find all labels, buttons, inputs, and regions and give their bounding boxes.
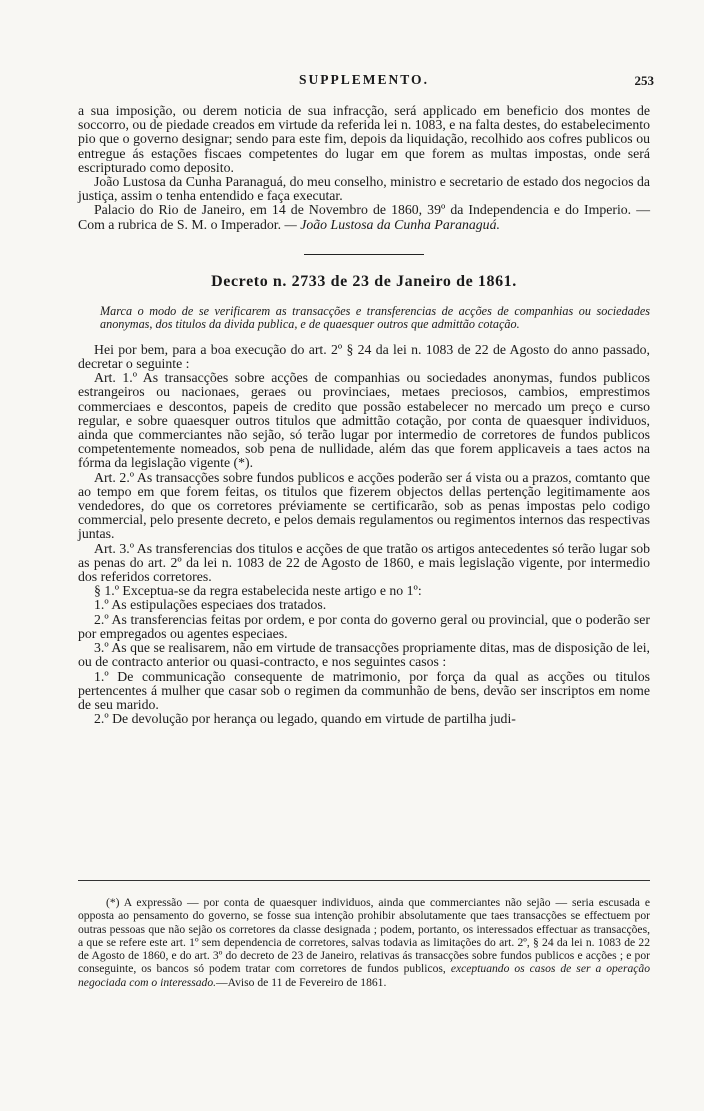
running-title: SUPPLEMENTO. [299, 72, 429, 87]
date-line: Palacio do Rio de Janeiro, em 14 de Novembro de 1860, 39º da Independencia e do Imperio. — Com a rubrica de S. M. o Imperador. [78, 202, 650, 232]
list-item: 2.º De devolução por herança ou legado, quando em virtude de partilha judi- [94, 711, 516, 727]
footnote-text: (*) A expressão — por conta de quaesquer individuos, ainda que commerciantes não sejão — seria escusada e opposta ao pensamento do governo, se fosse sua intenção prohibir absolutamente que taes transacções se effectuem por outras pessoas que não sejão os corretores da classe designada ; podem, portanto, os interessados effectuar as transacções, a que se refere este art. 1º sem dependencia de corretores, salvas todavia as limitações do art. 2º, § 24 da lei n. 1083 de 22 de Agosto de 1860, e do art. 3º do decreto de 23 de Janeiro, relativas ás transacções sobre fundos publicos e acções ; e por conseguinte, os bancos só podem tratar com corretores de fundos publicos, [78, 896, 650, 976]
section-divider [304, 254, 424, 255]
paragraph-section: § 1.º Exceptua-se da regra estabelecida neste artigo e no 1º: [94, 583, 422, 599]
list-item: 1.º De communicação consequente de matrimonio, por força da qual as acções ou titulos pertencentes á mulher que casar sob o regimen da communhão de bens, devão ser inscriptos em nome de seu marido. [78, 668, 650, 712]
list-item: 2.º As transferencias feitas por ordem, e por conta do governo geral ou provincial, que o poderão ser por empregados ou agentes especiaes. [78, 611, 650, 641]
decree-paragraph: Hei por bem, para a boa execução do art. 2º § 24 da lei n. 1083 de 22 de Agosto do anno passado, decretar o seguinte : [78, 341, 650, 372]
decree-title: Decreto n. 2733 de 23 de Janeiro de 1861. [211, 272, 517, 290]
page-number: 253 [634, 73, 654, 88]
intro-paragraph: João Lustosa da Cunha Paranaguá, do meu conselho, ministro e secretario de estado dos negocios da justiça, assim o tenha entendido e faça executar. [78, 174, 650, 204]
footnote-divider [78, 880, 650, 881]
list-item: 3.º As que se realisarem, não em virtude de transacções propriamente ditas, mas de disposição de lei, ou de contracto anterior ou quasi-contracto, e nos seguintes casos : [78, 640, 650, 670]
running-head [78, 72, 654, 94]
footnote-source: —Aviso de 11 de Fevereiro de 1861. [216, 975, 387, 989]
article-3: Art. 3.º As transferencias dos titulos e acções de que tratão os artigos antecedentes só terão lugar sob as penas do art. 2º da lei n. 1083 de 22 de Agosto de 1860, e mais legislação vigente, por intermedio dos referidos corretores. [78, 540, 650, 585]
article-2: Art. 2.º As transacções sobre fundos publicos e acções poderão ser á vista ou a prazos, comtanto que ao tempo em que forem feitas, os titulos que fizerem objectos dellas pertenção legitimamente aos vendedores, do que os corretores préviamente se certificarão, sob as penas impostas pelo codigo commercial, pelo presente decreto, e pelos demais regulamentos ou regimentos internos das respectivas juntas. [78, 469, 650, 542]
footnote-italic: exceptuando os casos de ser a operação negociada com o interessado. [78, 962, 651, 989]
intro-paragraph: a sua imposição, ou derem noticia de sua infracção, será applicado em beneficio dos montes de soccorro, ou de piedade creados em virtude da referida lei n. 1083, e na falta destes, do estabelecimento pio que o governo designar; sendo para este fim, depois da liquidação, recolhido aos cofres publicos ou entregue ás estações fiscaes competentes do lugar em que forem as multas impostas, onde será escripturado como deposito. [78, 103, 650, 175]
article-1: Art. 1.º As transacções sobre acções de companhias ou sociedades anonymas, fundos publicos estrangeiros ou nacionaes, geraes ou provinciaes, metaes preciosos, cambios, emprestimos commerciaes e descontos, papeis de credito que possão estabelecer no mercado um preço e curso regular, e sobre quaesquer outros titulos que admittão cotação, por conta de quaesquer individuos, ainda que commerciantes não sejão, só terão lugar por intermedio de corretores de fundos publicos competentemente nomeados, sob pena de nullidade, além das que forem applicaveis a taes actos na fórma da legislação vigente (*). [78, 370, 650, 471]
footnote [78, 896, 650, 989]
page-body [78, 72, 654, 727]
intro-paragraph [78, 203, 650, 231]
decree-summary: Marca o modo de se verificarem as transacções e transferencias de acções de companhias ou sociedades anonymas, dos titulos da divida publica, e de quaesquer outros que admittão cotação. [100, 303, 650, 331]
list-item: 1.º As estipulações especiaes dos tratados. [94, 597, 327, 613]
signature: — João Lustosa da Cunha Paranaguá. [284, 216, 500, 232]
